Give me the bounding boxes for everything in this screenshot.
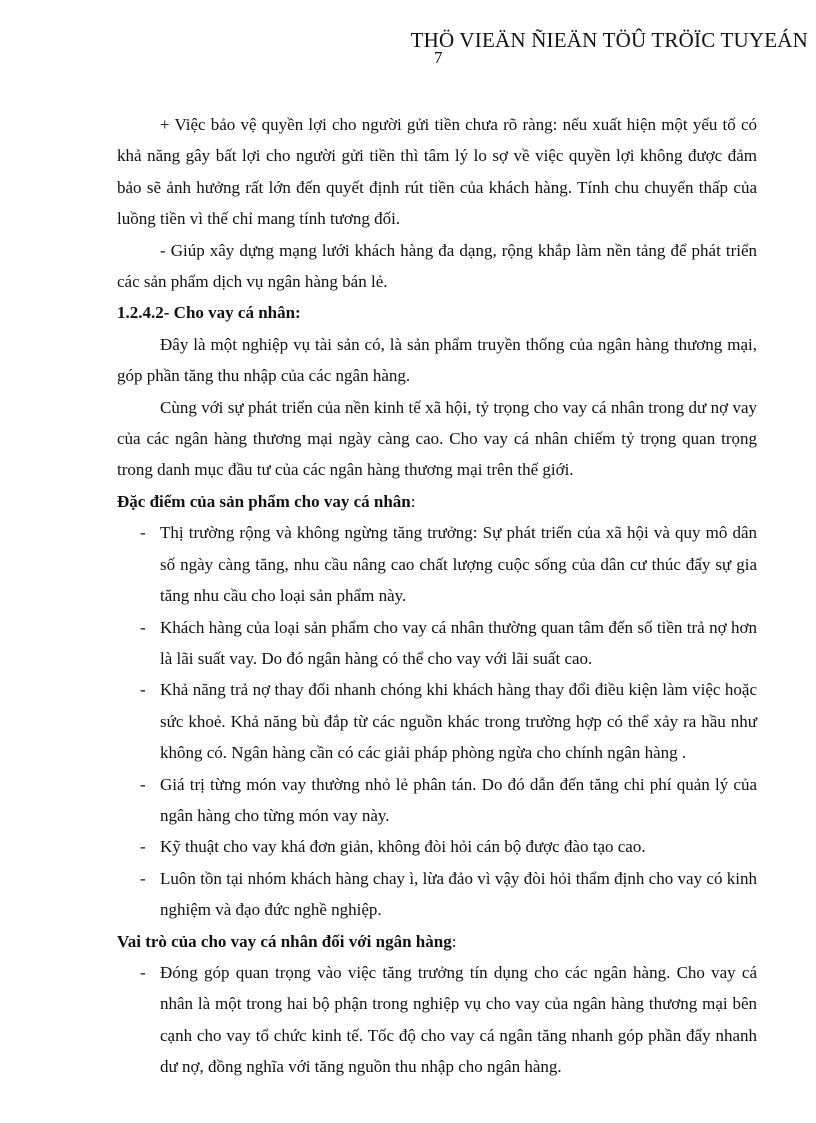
features-list [117, 517, 757, 925]
list-item [117, 674, 757, 768]
list-item [117, 517, 757, 611]
roles-heading-text: Vai trò của cho vay cá nhân đối với ngân hàng [117, 931, 452, 951]
bullet-dash: - [140, 617, 146, 637]
bullet-dash: - [140, 837, 146, 857]
bullet-dash: - [140, 680, 146, 700]
bullet-dash: - [140, 523, 146, 543]
list-item [117, 612, 757, 675]
paragraph-customer-network: - Giúp xây dựng mạng lưới khách hàng đa dạng, rộng khắp làm nền tảng để phát triển các sản phẩm dịch vụ ngân hàng bán lẻ. [117, 240, 757, 292]
list-item [117, 831, 757, 862]
features-heading-colon: : [410, 491, 416, 511]
roles-heading [117, 926, 757, 957]
roles-heading-colon: : [451, 931, 457, 951]
bullet-dash: - [140, 774, 146, 794]
bullet-dash: - [140, 868, 146, 888]
list-item-text: Thị trường rộng và không ngừng tăng trưởng: Sự phát triển của xã hội và quy mô dân số ngày càng tăng, nhu cầu nâng cao chất lượng cuộc sống của dân cư thúc đẩy sự gia tăng nhu cầu cho loại sản phẩm này. [160, 523, 757, 606]
paragraph-asset-business: Đây là một nghiệp vụ tài sản có, là sản phẩm truyền thống của ngân hàng thương mại, góp phần tăng thu nhập của các ngân hàng. [117, 334, 757, 386]
paragraph-depositor-rights: + Việc bảo vệ quyền lợi cho người gửi tiền chưa rõ ràng: nếu xuất hiện một yếu tố có khả năng gây bất lợi cho người gửi tiền thì tâm lý lo sợ về việc quyền lợi không được đảm bảo sẽ ảnh hưởng rất lớn đến quyết định rút tiền của khách hàng. Tính chu chuyển thấp của luồng tiền vì thế chỉ mang tính tương đối. [117, 115, 757, 229]
list-item-text: Kỹ thuật cho vay khá đơn giản, không đòi hỏi cán bộ được đào tạo cao. [160, 837, 646, 857]
paragraph-lending-share: Cùng với sự phát triển của nền kinh tế xã hội, tỷ trọng cho vay cá nhân trong dư nợ vay của các ngân hàng thương mại ngày càng cao. Cho vay cá nhân chiếm tỷ trọng quan trọng trong danh mục đầu tư của các ngân hàng thương mại trên thế giới. [117, 397, 757, 480]
bullet-dash: - [140, 962, 146, 982]
page-header-title: THÖ VIEÄN ÑIEÄN TÖÛ TRÖÏC TUYEÁN [410, 28, 808, 52]
section-heading: 1.2.4.2- Cho vay cá nhân: [117, 303, 301, 323]
list-item [117, 863, 757, 926]
document-body [117, 109, 757, 1083]
features-heading [117, 486, 757, 517]
list-item-text: Khách hàng của loại sản phẩm cho vay cá nhân thường quan tâm đến số tiền trả nợ hơn là lãi suất vay. Do đó ngân hàng có thể cho vay với lãi suất cao. [160, 617, 757, 668]
roles-list [117, 957, 757, 1083]
list-item-text: Đóng góp quan trọng vào việc tăng trưởng tín dụng cho các ngân hàng. Cho vay cá nhân là một trong hai bộ phận trong nghiệp vụ cho vay của ngân hàng thương mại bên cạnh cho vay tổ chức kinh tế. Tốc độ cho vay cá ngân tăng nhanh góp phần đẩy nhanh dư nợ, đồng nghĩa với tăng nguồn thu nhập cho ngân hàng. [160, 962, 757, 1077]
list-item-text: Luôn tồn tại nhóm khách hàng chay ì, lừa đảo vì vậy đòi hỏi thẩm định cho vay có kinh nghiệm và đạo đức nghề nghiệp. [160, 868, 757, 920]
list-item-text: Khả năng trả nợ thay đổi nhanh chóng khi khách hàng thay đổi điều kiện làm việc hoặc sức khoẻ. Khả năng bù đắp từ các nguồn khác trong trường hợp có thể xảy ra hầu như không có. Ngân hàng cần có các giải pháp phòng ngừa cho chính ngân hàng . [160, 680, 757, 763]
features-heading-text: Đặc điểm của sản phẩm cho vay cá nhân [117, 491, 411, 511]
page-number: 7 [434, 48, 443, 67]
list-item [117, 769, 757, 832]
list-item [117, 957, 757, 1083]
list-item-text: Giá trị từng món vay thường nhỏ lẻ phân tán. Do đó dẫn đến tăng chi phí quản lý của ngân hàng cho từng món vay này. [160, 774, 757, 825]
